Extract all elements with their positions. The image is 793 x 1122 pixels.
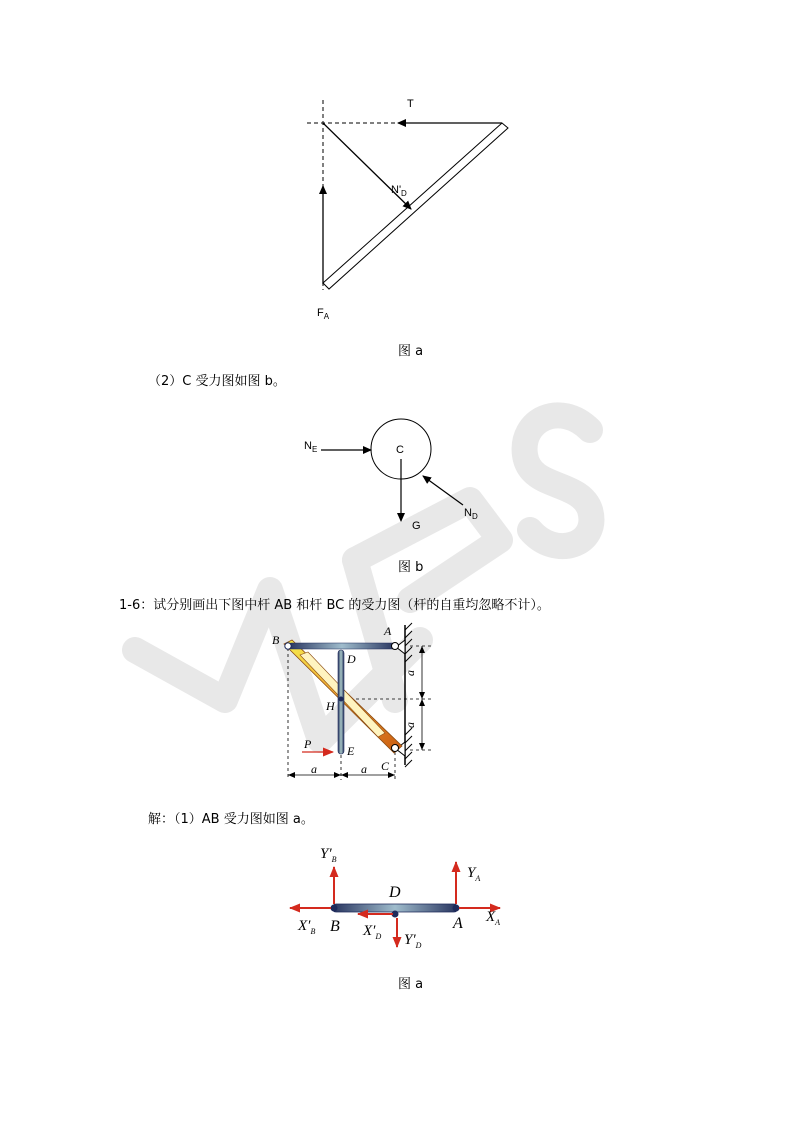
label-ND-b: $N_D$ [464, 507, 478, 521]
label-NE: $N_E$ [304, 440, 318, 454]
label-T: T [407, 98, 414, 110]
label-D-fbd: D [389, 884, 401, 901]
dim-a-bottom-left: a [311, 762, 317, 776]
label-XA: $X_A$ [486, 909, 501, 927]
text-part-2: （2）C 受力图如图 b。 [148, 374, 286, 389]
problem-1-6: 1-6：试分别画出下图中杆 AB 和杆 BC 的受力图（杆的自重均忽略不计）。 [119, 598, 550, 613]
label-A-frame: A [384, 624, 392, 638]
caption-fig-a-bottom: 图 a [398, 977, 424, 992]
dim-a-right-bottom: a [403, 722, 417, 728]
label-YD: $Y'_D$ [404, 932, 422, 950]
label-ND: $N'_D$ [391, 184, 407, 198]
label-C-frame: C [381, 759, 390, 773]
dim-a-bottom-right: a [361, 762, 367, 776]
label-G: G [412, 520, 421, 532]
solution-text: 解：（1）AB 受力图如图 a。 [148, 812, 314, 827]
label-E-frame: E [347, 744, 355, 758]
label-P-frame: P [304, 737, 312, 751]
label-FA: $F_A$ [317, 307, 330, 321]
label-B-fbd: B [330, 918, 340, 935]
label-YA: $Y_A$ [467, 865, 481, 883]
label-YB: $Y'_B$ [320, 846, 337, 864]
caption-fig-a-top: 图 a [398, 344, 424, 359]
label-B-frame: B [272, 633, 280, 647]
label-H-frame: H [326, 699, 335, 713]
dim-a-right-top: a [403, 670, 417, 676]
label-XD: $X'_D$ [363, 923, 382, 941]
label-C: C [396, 444, 404, 456]
label-D-frame: D [347, 652, 356, 666]
caption-fig-b: 图 b [398, 560, 424, 575]
label-A-fbd: A [453, 915, 463, 932]
label-XB: $X'_B$ [298, 918, 316, 936]
